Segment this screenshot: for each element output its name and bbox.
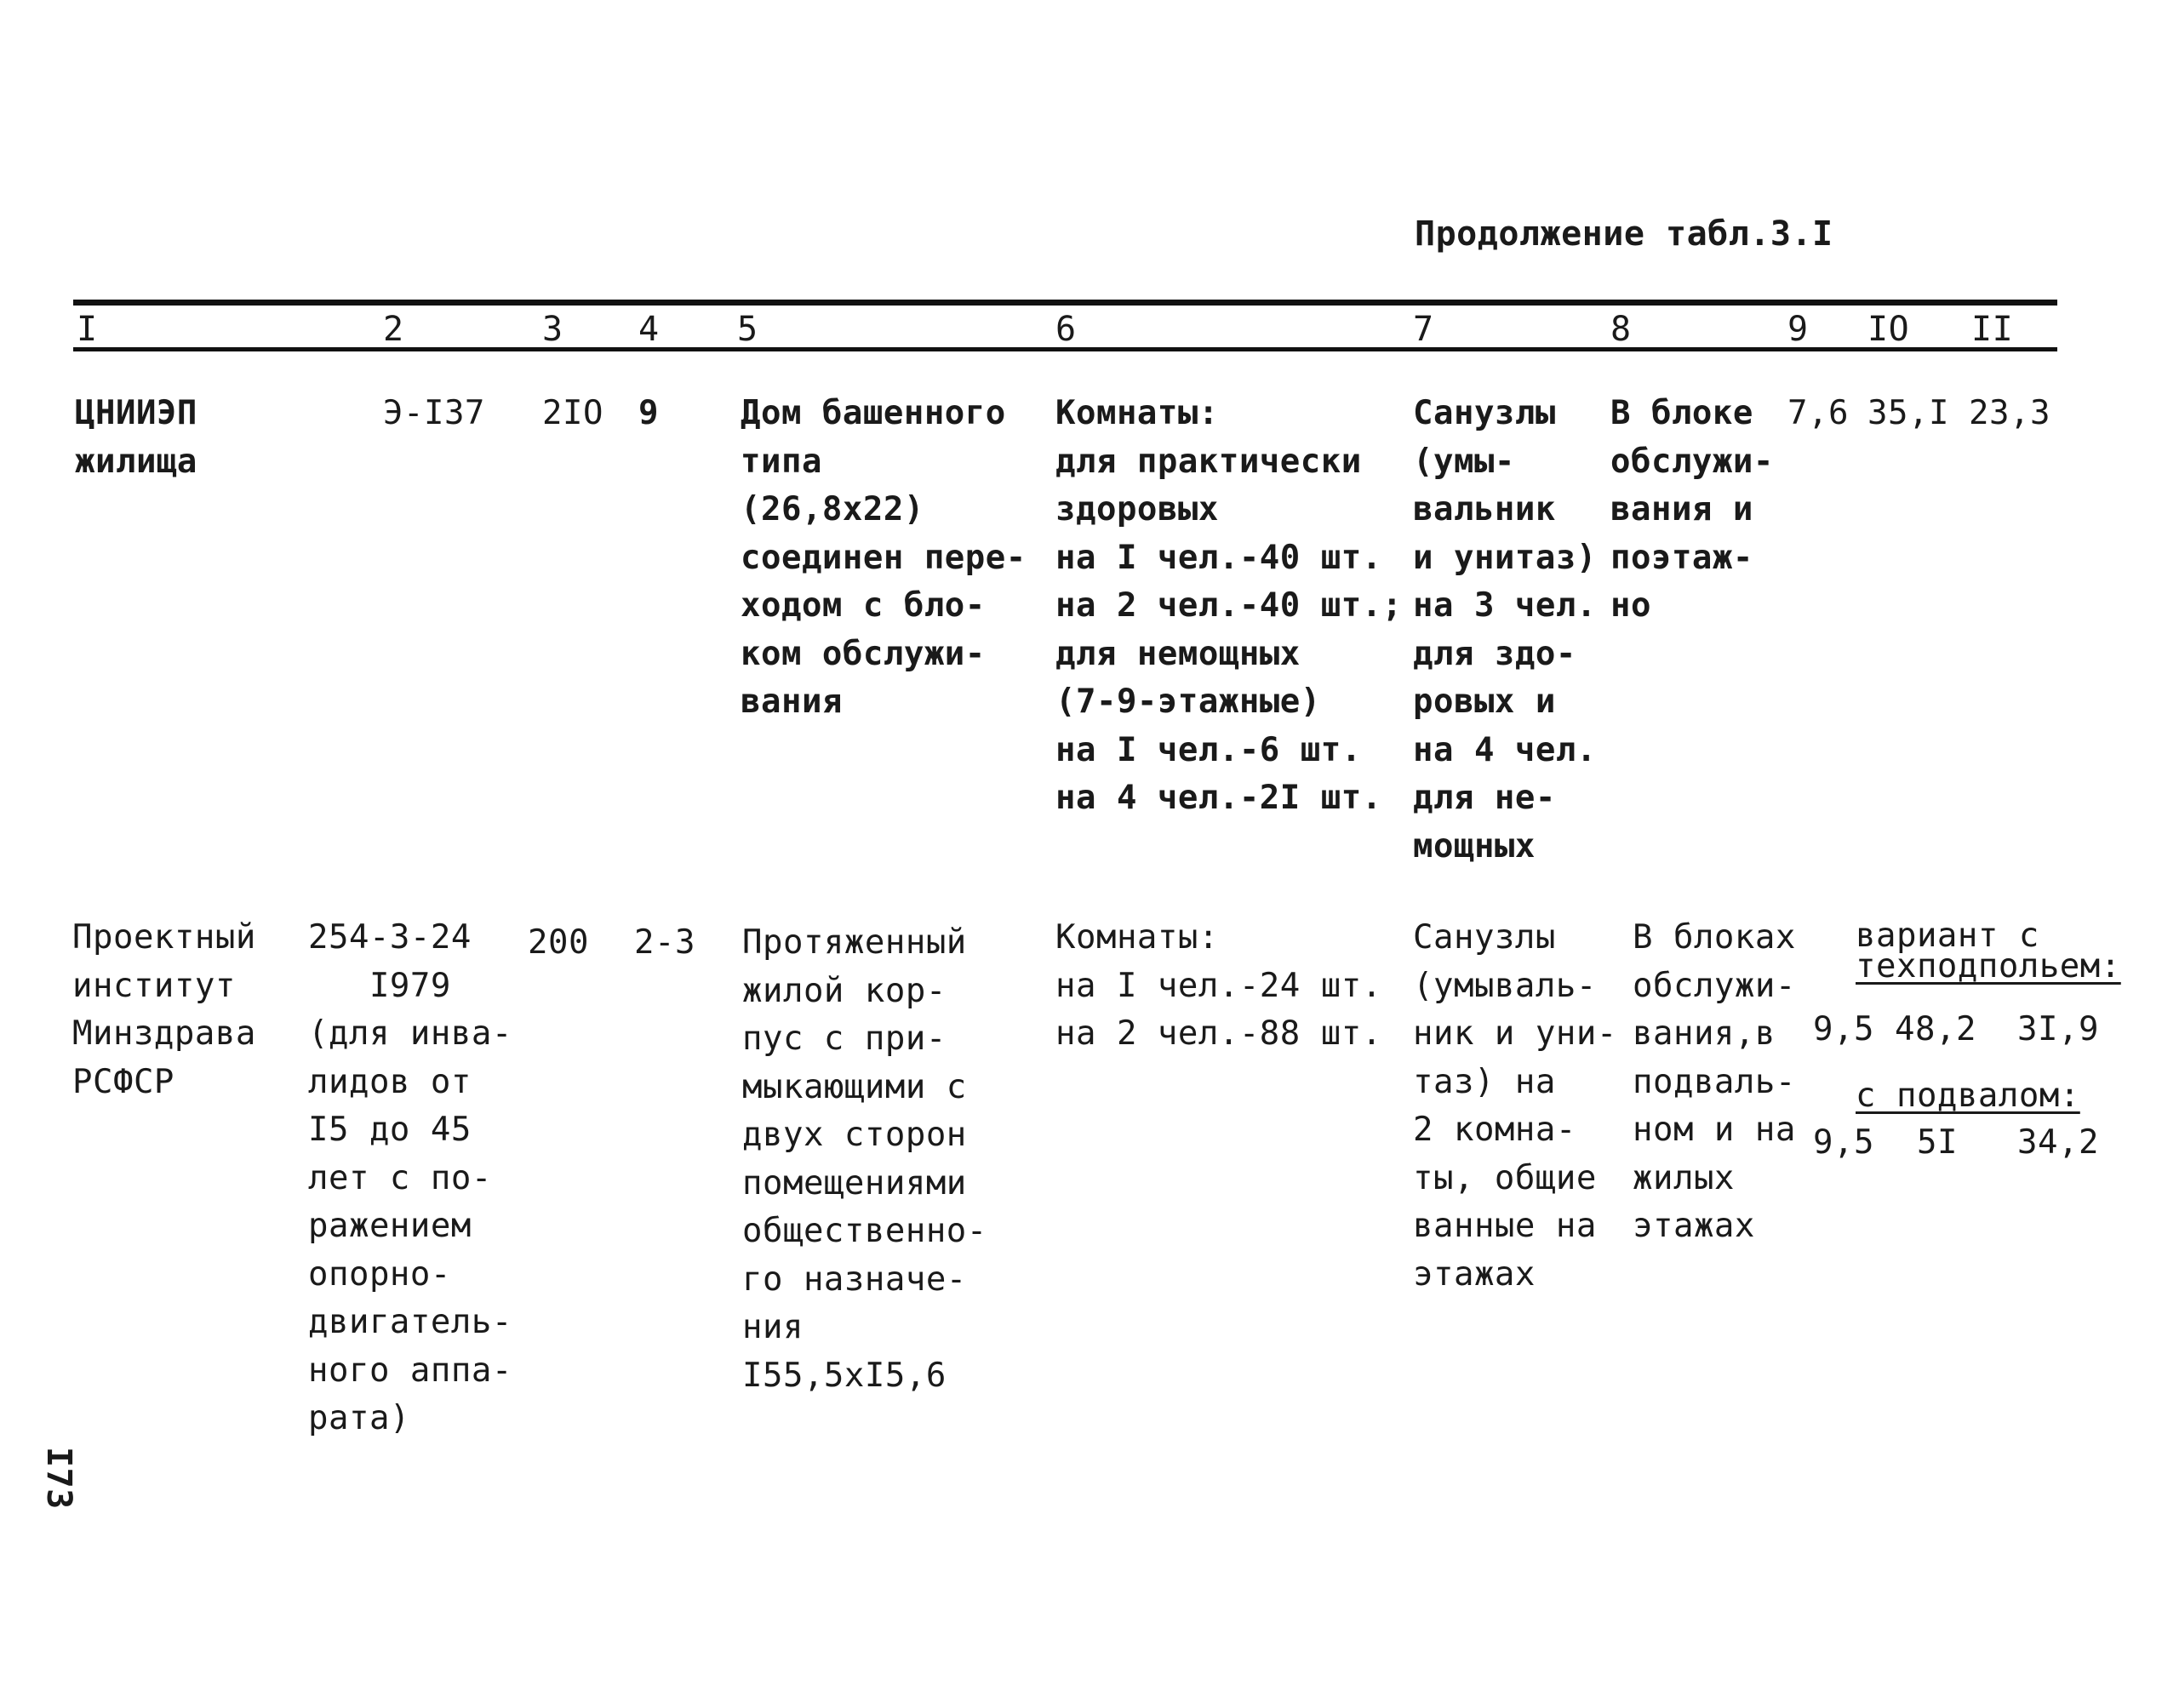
header-col-4: 4 <box>638 310 660 349</box>
row1-value-9: 7,6 <box>1787 394 1849 432</box>
row1-capacity: 2IO <box>542 394 603 432</box>
row1-organization: ЦНИИЭП жилища <box>75 394 197 481</box>
header-col-5: 5 <box>737 310 758 349</box>
row1-rooms: Комнаты: для практически здоровых на I чел.-40 шт. на 2 чел.-40 шт.; для немощных (7-9-этажные) на I чел.-6 шт. на 4 чел.-2I шт. <box>1055 394 1403 817</box>
row2-rooms: Комнаты: на I чел.-24 шт. на 2 чел.-88 шт. <box>1055 918 1382 1053</box>
row1-value-11: 23,3 <box>1969 394 2050 432</box>
variant1-value-10: 48,2 <box>1895 1010 1976 1048</box>
table-caption: Продолжение табл.3.I <box>1415 214 1833 254</box>
row2-service: В блоках обслужи- вания,в подваль- ном и на жилых этажах <box>1633 918 1796 1245</box>
header-col-3: 3 <box>542 310 563 349</box>
row2-organization: Проектный институт Минздрава РСФСР <box>72 918 256 1101</box>
variant2-value-11: 34,2 <box>2017 1123 2099 1162</box>
variant-basement-label: с подвалом: <box>1856 1077 2080 1115</box>
header-col-10: IO <box>1867 310 1910 349</box>
header-col-7: 7 <box>1413 310 1434 349</box>
row2-description: Протяженный жилой кор- пус с при- мыкающими с двух сторон помещениями общественно- го назначе- ния I55,5xI5,6 <box>742 923 987 1395</box>
variant-techunderground-sub: техподпольем: <box>1856 947 2121 985</box>
variant2-value-9: 9,5 <box>1813 1123 1874 1162</box>
row2-capacity: 200 <box>528 923 589 962</box>
page-number: I73 <box>39 1447 78 1510</box>
header-col-2: 2 <box>383 310 404 349</box>
row1-description: Дом башенного типа (26,8x22) соединен пере- ходом с бло- ком обслужи- вания <box>741 394 1027 721</box>
header-col-6: 6 <box>1055 310 1077 349</box>
row2-sanitary: Санузлы (умываль- ник и уни- таз) на 2 комна- ты, общие ванные на этажах <box>1413 918 1617 1294</box>
row2-floors: 2-3 <box>634 923 695 962</box>
row1-sanitary: Санузлы (умы- вальник и унитаз) на 3 чел. для здо- ровых и на 4 чел. для не- мощных <box>1413 394 1597 865</box>
header-col-9: 9 <box>1787 310 1809 349</box>
row1-project-code: Э-I37 <box>383 394 485 432</box>
variant1-value-11: 3I,9 <box>2017 1010 2099 1048</box>
variant1-value-9: 9,5 <box>1813 1010 1874 1048</box>
header-col-8: 8 <box>1610 310 1632 349</box>
header-col-1: I <box>77 310 98 349</box>
row1-value-10: 35,I <box>1867 394 1949 432</box>
table-top-rule <box>73 300 2057 306</box>
variant-techunderground-label: вариант с <box>1856 917 2039 955</box>
header-col-11: II <box>1971 310 2014 349</box>
row1-service: В блоке обслужи- вания и поэтаж- но <box>1610 394 1774 625</box>
variant2-value-10: 5I <box>1917 1123 1958 1162</box>
row1-floors: 9 <box>638 394 659 432</box>
row2-project-code: 254-3-24 I979 (для инва- лидов от I5 до 45 лет с по- ражением опорно- двигатель- ного аппа- рата) <box>308 918 512 1437</box>
